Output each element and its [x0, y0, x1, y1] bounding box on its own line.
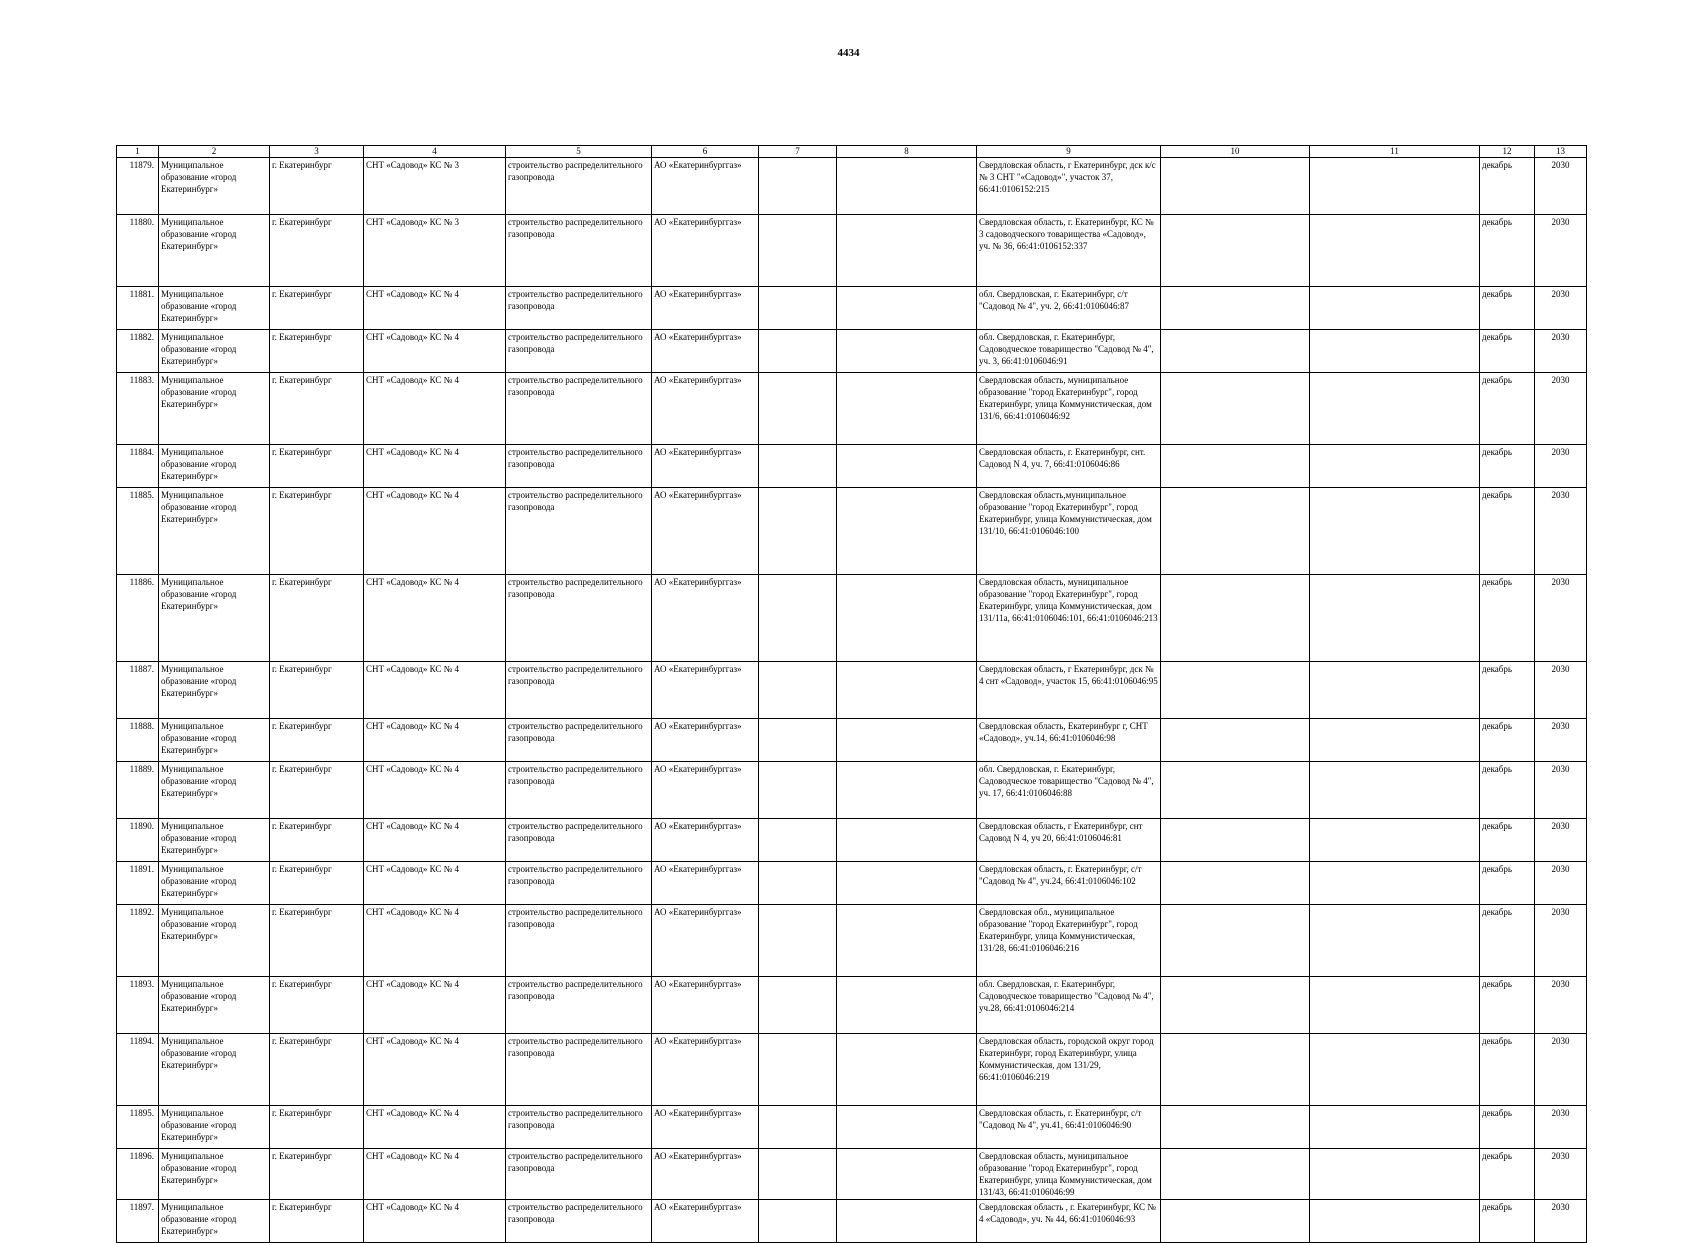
column-11-cell — [1310, 330, 1480, 373]
row-number: 11880. — [117, 215, 159, 287]
column-10-cell — [1161, 215, 1310, 287]
column-header-4: 4 — [364, 146, 506, 158]
row-number: 11892. — [117, 905, 159, 977]
table-row — [117, 287, 1587, 330]
column-7-cell — [759, 762, 837, 819]
column-10-cell — [1161, 488, 1310, 575]
month-cell: декабрь — [1480, 215, 1535, 287]
month-cell: декабрь — [1480, 575, 1535, 662]
column-7-cell — [759, 488, 837, 575]
municipality-cell: Муниципальное образование «город Екатеринбург» — [159, 977, 270, 1034]
municipality-cell: Муниципальное образование «город Екатеринбург» — [159, 330, 270, 373]
work-type-cell: строительство распределительного газопровода — [506, 445, 652, 488]
column-header-9: 9 — [977, 146, 1161, 158]
work-type-cell: строительство распределительного газопровода — [506, 215, 652, 287]
column-8-cell — [837, 977, 977, 1034]
object-cell: СНТ «Садовод» КС № 4 — [364, 575, 506, 662]
column-8-cell — [837, 575, 977, 662]
work-type-cell: строительство распределительного газопровода — [506, 1149, 652, 1200]
table-row — [117, 215, 1587, 287]
table-row — [117, 862, 1587, 905]
column-7-cell — [759, 1200, 837, 1243]
municipality-cell: Муниципальное образование «город Екатеринбург» — [159, 662, 270, 719]
row-number: 11890. — [117, 819, 159, 862]
row-number: 11888. — [117, 719, 159, 762]
column-8-cell — [837, 215, 977, 287]
column-10-cell — [1161, 762, 1310, 819]
column-8-cell — [837, 445, 977, 488]
object-cell: СНТ «Садовод» КС № 4 — [364, 977, 506, 1034]
city-cell: г. Екатеринбург — [270, 1149, 364, 1200]
table-row — [117, 762, 1587, 819]
city-cell: г. Екатеринбург — [270, 1106, 364, 1149]
address-cell: Свердловская область, Екатеринбург г, СНТ «Садовод», уч.14, 66:41:0106046:98 — [977, 719, 1161, 762]
column-10-cell — [1161, 905, 1310, 977]
municipality-cell: Муниципальное образование «город Екатеринбург» — [159, 762, 270, 819]
row-number: 11896. — [117, 1149, 159, 1200]
municipality-cell: Муниципальное образование «город Екатеринбург» — [159, 905, 270, 977]
column-7-cell — [759, 330, 837, 373]
row-number: 11881. — [117, 287, 159, 330]
month-cell: декабрь — [1480, 977, 1535, 1034]
city-cell: г. Екатеринбург — [270, 1200, 364, 1243]
row-number: 11883. — [117, 373, 159, 445]
city-cell: г. Екатеринбург — [270, 158, 364, 215]
column-7-cell — [759, 719, 837, 762]
column-7-cell — [759, 1149, 837, 1200]
column-10-cell — [1161, 1149, 1310, 1200]
column-8-cell — [837, 762, 977, 819]
column-8-cell — [837, 488, 977, 575]
address-cell: Свердловская область, муниципальное образование "город Екатеринбург", город Екатеринбург, улица Коммунистическая, дом 131/43, 66:41:0106046:99 — [977, 1149, 1161, 1200]
year-cell: 2030 — [1535, 330, 1587, 373]
municipality-cell: Муниципальное образование «город Екатеринбург» — [159, 575, 270, 662]
object-cell: СНТ «Садовод» КС № 3 — [364, 158, 506, 215]
organization-cell: АО «Екатеринбурггаз» — [652, 977, 759, 1034]
year-cell: 2030 — [1535, 575, 1587, 662]
column-header-3: 3 — [270, 146, 364, 158]
organization-cell: АО «Екатеринбурггаз» — [652, 158, 759, 215]
year-cell: 2030 — [1535, 977, 1587, 1034]
column-7-cell — [759, 819, 837, 862]
row-number: 11884. — [117, 445, 159, 488]
year-cell: 2030 — [1535, 762, 1587, 819]
object-cell: СНТ «Садовод» КС № 4 — [364, 445, 506, 488]
municipality-cell: Муниципальное образование «город Екатеринбург» — [159, 1200, 270, 1243]
object-cell: СНТ «Садовод» КС № 4 — [364, 762, 506, 819]
column-header-11: 11 — [1310, 146, 1480, 158]
organization-cell: АО «Екатеринбурггаз» — [652, 662, 759, 719]
month-cell: декабрь — [1480, 158, 1535, 215]
municipality-cell: Муниципальное образование «город Екатеринбург» — [159, 373, 270, 445]
column-7-cell — [759, 287, 837, 330]
work-type-cell: строительство распределительного газопровода — [506, 330, 652, 373]
object-cell: СНТ «Садовод» КС № 4 — [364, 330, 506, 373]
address-cell: Свердловская область , г. Екатеринбург, КС № 4 «Садовод», уч. № 44, 66:41:0106046:93 — [977, 1200, 1161, 1243]
column-header-13: 13 — [1535, 146, 1587, 158]
month-cell: декабрь — [1480, 719, 1535, 762]
municipality-cell: Муниципальное образование «город Екатеринбург» — [159, 1034, 270, 1106]
address-cell: Свердловская область, г Екатеринбург, дск № 4 снт «Садовод», участок 15, 66:41:0106046:95 — [977, 662, 1161, 719]
row-number: 11894. — [117, 1034, 159, 1106]
object-cell: СНТ «Садовод» КС № 4 — [364, 905, 506, 977]
month-cell: декабрь — [1480, 1034, 1535, 1106]
column-8-cell — [837, 819, 977, 862]
city-cell: г. Екатеринбург — [270, 819, 364, 862]
address-cell: обл. Свердловская, г. Екатеринбург, Садоводческое товарищество "Садовод № 4", уч. 3, 66:41:0106046:91 — [977, 330, 1161, 373]
column-8-cell — [837, 287, 977, 330]
column-10-cell — [1161, 862, 1310, 905]
month-cell: декабрь — [1480, 445, 1535, 488]
month-cell: декабрь — [1480, 1200, 1535, 1243]
column-7-cell — [759, 862, 837, 905]
table-row — [117, 1200, 1587, 1243]
table-row — [117, 905, 1587, 977]
table-header — [117, 146, 1587, 158]
year-cell: 2030 — [1535, 158, 1587, 215]
column-header-7: 7 — [759, 146, 837, 158]
year-cell: 2030 — [1535, 862, 1587, 905]
city-cell: г. Екатеринбург — [270, 575, 364, 662]
organization-cell: АО «Екатеринбурггаз» — [652, 819, 759, 862]
row-number: 11893. — [117, 977, 159, 1034]
address-cell: обл. Свердловская, г. Екатеринбург, Садоводческое товарищество "Садовод № 4", уч.28, 66:41:0106046:214 — [977, 977, 1161, 1034]
column-11-cell — [1310, 158, 1480, 215]
year-cell: 2030 — [1535, 719, 1587, 762]
work-type-cell: строительство распределительного газопровода — [506, 1200, 652, 1243]
city-cell: г. Екатеринбург — [270, 862, 364, 905]
address-cell: обл. Свердловская, г. Екатеринбург, с/т "Садовод № 4", уч. 2, 66:41:0106046:87 — [977, 287, 1161, 330]
column-11-cell — [1310, 905, 1480, 977]
address-cell: Свердловская область,муниципальное образование "город Екатеринбург", город Екатеринбург, улица Коммунистическая, дом 131/10, 66:41:0106046:100 — [977, 488, 1161, 575]
column-7-cell — [759, 445, 837, 488]
address-cell: Свердловская область, г. Екатеринбург, КС № 3 садоводческого товарищества «Садовод», уч. № 36, 66:41:0106152:337 — [977, 215, 1161, 287]
column-10-cell — [1161, 575, 1310, 662]
year-cell: 2030 — [1535, 215, 1587, 287]
table-row — [117, 330, 1587, 373]
municipality-cell: Муниципальное образование «город Екатеринбург» — [159, 215, 270, 287]
row-number: 11885. — [117, 488, 159, 575]
column-header-8: 8 — [837, 146, 977, 158]
column-10-cell — [1161, 662, 1310, 719]
column-8-cell — [837, 330, 977, 373]
object-cell: СНТ «Садовод» КС № 3 — [364, 215, 506, 287]
header-row — [117, 146, 1587, 158]
address-cell: Свердловская область, муниципальное образование "город Екатеринбург", город Екатеринбург, улица Коммунистическая, дом 131/11а, 66:41:0106046:101, 66:41:0106046:213 — [977, 575, 1161, 662]
column-header-12: 12 — [1480, 146, 1535, 158]
work-type-cell: строительство распределительного газопровода — [506, 819, 652, 862]
object-cell: СНТ «Садовод» КС № 4 — [364, 819, 506, 862]
column-8-cell — [837, 905, 977, 977]
municipality-cell: Муниципальное образование «город Екатеринбург» — [159, 862, 270, 905]
organization-cell: АО «Екатеринбурггаз» — [652, 762, 759, 819]
column-10-cell — [1161, 977, 1310, 1034]
row-number: 11897. — [117, 1200, 159, 1243]
column-8-cell — [837, 662, 977, 719]
column-8-cell — [837, 1200, 977, 1243]
organization-cell: АО «Екатеринбурггаз» — [652, 445, 759, 488]
year-cell: 2030 — [1535, 445, 1587, 488]
work-type-cell: строительство распределительного газопровода — [506, 287, 652, 330]
table-row — [117, 1106, 1587, 1149]
column-10-cell — [1161, 373, 1310, 445]
month-cell: декабрь — [1480, 287, 1535, 330]
object-cell: СНТ «Садовод» КС № 4 — [364, 862, 506, 905]
address-cell: Свердловская область, г. Екатеринбург, с/т "Садовод № 4", уч.41, 66:41:0106046:90 — [977, 1106, 1161, 1149]
address-cell: Свердловская область, г. Екатеринбург, с/т "Садовод № 4", уч.24, 66:41:0106046:102 — [977, 862, 1161, 905]
column-11-cell — [1310, 445, 1480, 488]
column-8-cell — [837, 862, 977, 905]
row-number: 11895. — [117, 1106, 159, 1149]
city-cell: г. Екатеринбург — [270, 977, 364, 1034]
month-cell: декабрь — [1480, 330, 1535, 373]
year-cell: 2030 — [1535, 819, 1587, 862]
column-11-cell — [1310, 1034, 1480, 1106]
table-row — [117, 1034, 1587, 1106]
year-cell: 2030 — [1535, 287, 1587, 330]
column-7-cell — [759, 1034, 837, 1106]
address-cell: Свердловская обл., муниципальное образование "город Екатеринбург", город Екатеринбург, улица Коммунистическая, 131/28, 66:41:0106046:216 — [977, 905, 1161, 977]
city-cell: г. Екатеринбург — [270, 1034, 364, 1106]
page-number: 4434 — [837, 47, 860, 59]
city-cell: г. Екатеринбург — [270, 373, 364, 445]
column-header-1: 1 — [117, 146, 159, 158]
row-number: 11889. — [117, 762, 159, 819]
work-type-cell: строительство распределительного газопровода — [506, 1034, 652, 1106]
municipality-cell: Муниципальное образование «город Екатеринбург» — [159, 445, 270, 488]
column-11-cell — [1310, 1200, 1480, 1243]
row-number: 11886. — [117, 575, 159, 662]
column-10-cell — [1161, 445, 1310, 488]
work-type-cell: строительство распределительного газопровода — [506, 905, 652, 977]
month-cell: декабрь — [1480, 905, 1535, 977]
organization-cell: АО «Екатеринбурггаз» — [652, 1106, 759, 1149]
column-7-cell — [759, 215, 837, 287]
object-cell: СНТ «Садовод» КС № 4 — [364, 1200, 506, 1243]
column-header-5: 5 — [506, 146, 652, 158]
municipality-cell: Муниципальное образование «город Екатеринбург» — [159, 488, 270, 575]
column-11-cell — [1310, 373, 1480, 445]
month-cell: декабрь — [1480, 488, 1535, 575]
row-number: 11879. — [117, 158, 159, 215]
address-cell: Свердловская область, муниципальное образование "город Екатеринбург", город Екатеринбург, улица Коммунистическая, дом 131/6, 66:41:0106046:92 — [977, 373, 1161, 445]
table-row — [117, 819, 1587, 862]
city-cell: г. Екатеринбург — [270, 330, 364, 373]
city-cell: г. Екатеринбург — [270, 762, 364, 819]
column-11-cell — [1310, 819, 1480, 862]
work-type-cell: строительство распределительного газопровода — [506, 488, 652, 575]
column-7-cell — [759, 662, 837, 719]
column-10-cell — [1161, 330, 1310, 373]
year-cell: 2030 — [1535, 488, 1587, 575]
column-10-cell — [1161, 287, 1310, 330]
month-cell: декабрь — [1480, 762, 1535, 819]
column-7-cell — [759, 158, 837, 215]
column-10-cell — [1161, 158, 1310, 215]
work-type-cell: строительство распределительного газопровода — [506, 762, 652, 819]
city-cell: г. Екатеринбург — [270, 488, 364, 575]
column-11-cell — [1310, 1149, 1480, 1200]
year-cell: 2030 — [1535, 1034, 1587, 1106]
work-type-cell: строительство распределительного газопровода — [506, 719, 652, 762]
column-11-cell — [1310, 488, 1480, 575]
row-number: 11891. — [117, 862, 159, 905]
column-8-cell — [837, 1034, 977, 1106]
column-7-cell — [759, 575, 837, 662]
table-row — [117, 1149, 1587, 1200]
organization-cell: АО «Екатеринбурггаз» — [652, 575, 759, 662]
city-cell: г. Екатеринбург — [270, 905, 364, 977]
column-11-cell — [1310, 977, 1480, 1034]
column-11-cell — [1310, 762, 1480, 819]
object-cell: СНТ «Садовод» КС № 4 — [364, 1106, 506, 1149]
year-cell: 2030 — [1535, 905, 1587, 977]
organization-cell: АО «Екатеринбурггаз» — [652, 373, 759, 445]
organization-cell: АО «Екатеринбурггаз» — [652, 330, 759, 373]
organization-cell: АО «Екатеринбурггаз» — [652, 1149, 759, 1200]
column-10-cell — [1161, 819, 1310, 862]
row-number: 11887. — [117, 662, 159, 719]
column-header-10: 10 — [1161, 146, 1310, 158]
work-type-cell: строительство распределительного газопровода — [506, 662, 652, 719]
column-7-cell — [759, 1106, 837, 1149]
table-row — [117, 158, 1587, 215]
month-cell: декабрь — [1480, 1106, 1535, 1149]
month-cell: декабрь — [1480, 819, 1535, 862]
table-row — [117, 445, 1587, 488]
column-11-cell — [1310, 215, 1480, 287]
column-header-6: 6 — [652, 146, 759, 158]
year-cell: 2030 — [1535, 1149, 1587, 1200]
organization-cell: АО «Екатеринбурггаз» — [652, 1200, 759, 1243]
work-type-cell: строительство распределительного газопровода — [506, 158, 652, 215]
month-cell: декабрь — [1480, 1149, 1535, 1200]
column-7-cell — [759, 977, 837, 1034]
work-type-cell: строительство распределительного газопровода — [506, 977, 652, 1034]
organization-cell: АО «Екатеринбурггаз» — [652, 287, 759, 330]
year-cell: 2030 — [1535, 1106, 1587, 1149]
municipality-cell: Муниципальное образование «город Екатеринбург» — [159, 287, 270, 330]
year-cell: 2030 — [1535, 662, 1587, 719]
address-cell: Свердловская область, городской округ город Екатеринбург, город Екатеринбург, улица Коммунистическая, дом 131/29, 66:41:0106046:219 — [977, 1034, 1161, 1106]
city-cell: г. Екатеринбург — [270, 445, 364, 488]
table-row — [117, 488, 1587, 575]
address-cell: Свердловская область, г Екатеринбург, дск к/с № 3 СНТ "«Садовод»", участок 37, 66:41:0106152:215 — [977, 158, 1161, 215]
year-cell: 2030 — [1535, 373, 1587, 445]
address-cell: обл. Свердловская, г. Екатеринбург, Садоводческое товарищество "Садовод № 4", уч. 17, 66:41:0106046:88 — [977, 762, 1161, 819]
column-8-cell — [837, 373, 977, 445]
registry-table — [116, 145, 1587, 1243]
month-cell: декабрь — [1480, 373, 1535, 445]
column-11-cell — [1310, 662, 1480, 719]
column-8-cell — [837, 719, 977, 762]
table-row — [117, 719, 1587, 762]
column-11-cell — [1310, 1106, 1480, 1149]
municipality-cell: Муниципальное образование «город Екатеринбург» — [159, 719, 270, 762]
column-11-cell — [1310, 862, 1480, 905]
table-row — [117, 977, 1587, 1034]
address-cell: Свердловская область, г Екатеринбург, снт Садовод N 4, уч 20, 66:41:0106046:81 — [977, 819, 1161, 862]
municipality-cell: Муниципальное образование «город Екатеринбург» — [159, 158, 270, 215]
organization-cell: АО «Екатеринбурггаз» — [652, 488, 759, 575]
column-11-cell — [1310, 287, 1480, 330]
organization-cell: АО «Екатеринбурггаз» — [652, 215, 759, 287]
city-cell: г. Екатеринбург — [270, 662, 364, 719]
organization-cell: АО «Екатеринбурггаз» — [652, 905, 759, 977]
month-cell: декабрь — [1480, 662, 1535, 719]
object-cell: СНТ «Садовод» КС № 4 — [364, 1034, 506, 1106]
city-cell: г. Екатеринбург — [270, 215, 364, 287]
work-type-cell: строительство распределительного газопровода — [506, 373, 652, 445]
month-cell: декабрь — [1480, 862, 1535, 905]
column-8-cell — [837, 1149, 977, 1200]
row-number: 11882. — [117, 330, 159, 373]
city-cell: г. Екатеринбург — [270, 287, 364, 330]
table-body — [117, 158, 1587, 1243]
address-cell: Свердловская область, г. Екатеринбург, снт. Садовод N 4, уч. 7, 66:41:0106046:86 — [977, 445, 1161, 488]
object-cell: СНТ «Садовод» КС № 4 — [364, 719, 506, 762]
column-11-cell — [1310, 575, 1480, 662]
object-cell: СНТ «Садовод» КС № 4 — [364, 1149, 506, 1200]
organization-cell: АО «Екатеринбурггаз» — [652, 862, 759, 905]
column-7-cell — [759, 905, 837, 977]
work-type-cell: строительство распределительного газопровода — [506, 575, 652, 662]
table-row — [117, 575, 1587, 662]
municipality-cell: Муниципальное образование «город Екатеринбург» — [159, 819, 270, 862]
object-cell: СНТ «Садовод» КС № 4 — [364, 488, 506, 575]
table-row — [117, 662, 1587, 719]
column-10-cell — [1161, 719, 1310, 762]
work-type-cell: строительство распределительного газопровода — [506, 862, 652, 905]
column-10-cell — [1161, 1106, 1310, 1149]
column-10-cell — [1161, 1034, 1310, 1106]
object-cell: СНТ «Садовод» КС № 4 — [364, 287, 506, 330]
work-type-cell: строительство распределительного газопровода — [506, 1106, 652, 1149]
column-header-2: 2 — [159, 146, 270, 158]
table-row — [117, 373, 1587, 445]
year-cell: 2030 — [1535, 1200, 1587, 1243]
object-cell: СНТ «Садовод» КС № 4 — [364, 373, 506, 445]
city-cell: г. Екатеринбург — [270, 719, 364, 762]
column-8-cell — [837, 1106, 977, 1149]
column-10-cell — [1161, 1200, 1310, 1243]
municipality-cell: Муниципальное образование «город Екатеринбург» — [159, 1149, 270, 1200]
organization-cell: АО «Екатеринбурггаз» — [652, 719, 759, 762]
column-11-cell — [1310, 719, 1480, 762]
organization-cell: АО «Екатеринбурггаз» — [652, 1034, 759, 1106]
column-8-cell — [837, 158, 977, 215]
column-7-cell — [759, 373, 837, 445]
municipality-cell: Муниципальное образование «город Екатеринбург» — [159, 1106, 270, 1149]
object-cell: СНТ «Садовод» КС № 4 — [364, 662, 506, 719]
